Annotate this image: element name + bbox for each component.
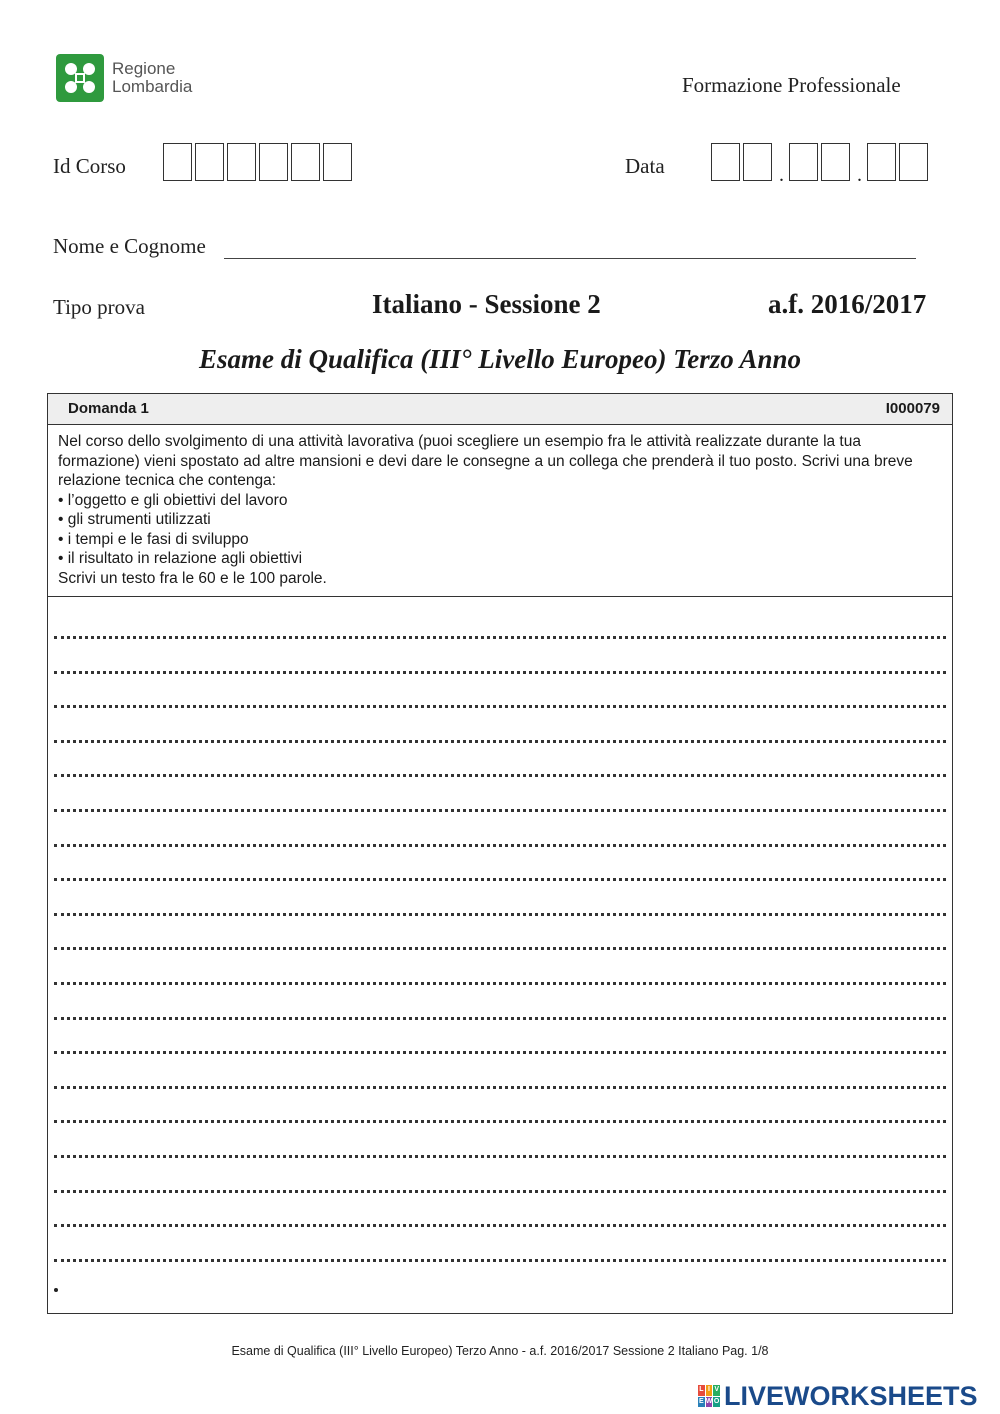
- answer-line[interactable]: [54, 1051, 946, 1054]
- answer-line[interactable]: [54, 705, 946, 708]
- question-label: Domanda 1: [68, 400, 149, 417]
- logo-line-2: Lombardia: [112, 77, 193, 96]
- data-label: Data: [625, 154, 665, 178]
- nome-cognome-field[interactable]: [224, 234, 916, 259]
- answer-line[interactable]: [54, 1155, 946, 1158]
- exam-title: Esame di Qualifica (III° Livello Europeo) Terzo Anno: [198, 344, 802, 374]
- academic-year: a.f. 2016/2017: [768, 289, 927, 319]
- date-year-box[interactable]: [867, 143, 896, 181]
- nome-cognome-label: Nome e Cognome: [53, 234, 206, 258]
- id-corso-box[interactable]: [227, 143, 256, 181]
- answer-line[interactable]: [54, 844, 946, 847]
- id-corso-box[interactable]: [323, 143, 352, 181]
- answer-line[interactable]: [54, 1224, 946, 1227]
- question-box: [47, 393, 953, 1314]
- date-day-box[interactable]: [743, 143, 772, 181]
- regione-lombardia-logo: [56, 54, 236, 106]
- id-corso-box[interactable]: [195, 143, 224, 181]
- liveworksheets-watermark: [698, 1381, 978, 1411]
- date-day-box[interactable]: [711, 143, 740, 181]
- question-bullet: • gli strumenti utilizzati: [58, 511, 211, 528]
- page-footer: Esame di Qualifica (III° Livello Europeo) Terzo Anno - a.f. 2016/2017 Sessione 2 Italiano Pag. 1/8: [231, 1344, 769, 1358]
- answer-line[interactable]: [54, 982, 946, 985]
- answer-line[interactable]: [54, 1086, 946, 1089]
- organization-label: Formazione Professionale: [682, 73, 901, 97]
- id-corso-box[interactable]: [259, 143, 288, 181]
- answer-line[interactable]: [54, 809, 946, 812]
- answer-line[interactable]: [54, 878, 946, 881]
- question-instruction: Scrivi un testo fra le 60 e le 100 parole.: [58, 569, 327, 587]
- answer-line[interactable]: [54, 1259, 946, 1262]
- date-boxes: [711, 143, 931, 181]
- id-corso-box[interactable]: [163, 143, 192, 181]
- answer-end-dot: [54, 1288, 58, 1292]
- answer-line[interactable]: [54, 636, 946, 639]
- question-bullet: • i tempi e le fasi di sviluppo: [58, 530, 249, 548]
- answer-line[interactable]: [54, 774, 946, 777]
- date-month-box[interactable]: [821, 143, 850, 181]
- answer-line[interactable]: [54, 1190, 946, 1193]
- answer-line[interactable]: [54, 947, 946, 950]
- logo-line-1: Regione: [112, 59, 176, 78]
- answer-line[interactable]: [54, 1120, 946, 1123]
- answer-line[interactable]: [54, 671, 946, 674]
- question-text: [58, 432, 942, 588]
- date-month-box[interactable]: [789, 143, 818, 181]
- date-year-box[interactable]: [899, 143, 928, 181]
- date-separator: [853, 143, 867, 181]
- id-corso-label: Id Corso: [53, 154, 126, 178]
- question-code: I000079: [885, 400, 940, 417]
- question-bullet: • il risultato in relazione agli obiettivi: [58, 550, 303, 567]
- answer-line[interactable]: [54, 1017, 946, 1020]
- answer-line[interactable]: [54, 913, 946, 916]
- question-divider: [48, 596, 952, 597]
- subject-title: Italiano - Sessione 2: [372, 289, 601, 319]
- date-separator: [775, 143, 789, 181]
- answer-line[interactable]: [54, 740, 946, 743]
- tipo-prova-label: Tipo prova: [53, 295, 145, 319]
- regione-lombardia-logo-icon: [56, 54, 104, 102]
- question-header: [48, 394, 952, 425]
- id-corso-boxes: [163, 143, 355, 181]
- id-corso-box[interactable]: [291, 143, 320, 181]
- liveworksheets-text: LIVEWORKSHEETS: [724, 1380, 978, 1411]
- question-intro: Nel corso dello svolgimento di una attività lavorativa (puoi scegliere un esempio fra le attività realizzate durante la tua formazione) vieni spostato ad altre mansioni e devi dare le consegne a un collega che prenderà il tuo posto. Scrivi una breve relazione tecnica che contenga:: [58, 433, 913, 489]
- question-bullet: • l’oggetto e gli obiettivi del lavoro: [58, 491, 288, 509]
- liveworksheets-logo-icon: L I V E W O: [698, 1385, 720, 1407]
